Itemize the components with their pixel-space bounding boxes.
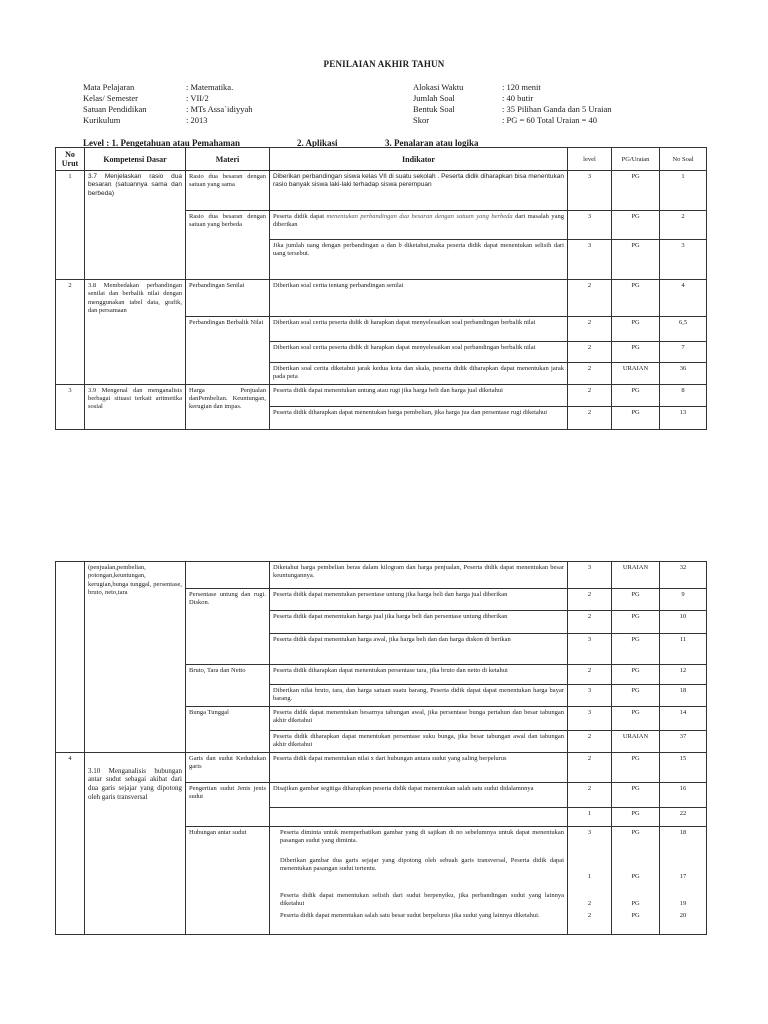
cell-nosoal: 9 [660, 589, 707, 611]
cell-nosoal: 22 [660, 807, 707, 826]
cell-level: 2 [568, 665, 612, 685]
header-nosoal: No Soal [660, 148, 707, 171]
cell-nosoal: 20 [660, 910, 707, 934]
indikator-text: dari masalah yang diberikan [273, 213, 564, 229]
cell-indikator [270, 211, 568, 240]
cell-no: 4 [56, 752, 85, 934]
cell-level: 1 [568, 855, 612, 883]
header-no: No Urut [56, 148, 85, 171]
header-kd: Kompetensi Dasar [85, 148, 186, 171]
info-value: : 120 menit [502, 82, 541, 92]
cell-materi: Bunga Tunggal [186, 706, 270, 730]
info-value: : MTs Assa`idiyyah [186, 104, 253, 114]
cell-materi-empty [186, 730, 270, 752]
cell-materi: Rasio dua besaran dengan satuan yang berbeda [186, 211, 270, 240]
cell-indikator: Diberikan soal cerita peserta didik di harapkan dapat menyelesaikan soal perbandingan berbalik nilai [270, 342, 568, 363]
cell-level: 2 [568, 342, 612, 363]
cell-indikator: Peserta didik dapat menentukan untung atau rugi jika harga beli dan harga jual diketahui [270, 384, 568, 406]
indikator-text: Peserta didik dapat [273, 213, 327, 220]
cell-pg: PG [612, 384, 660, 406]
cell-indikator: Diberikan perbandingan siswa kelas VII di suatu sekolah . Peserta didik diharapkan bisa menentukan rasio banyak siswa laki-laki terhadap siswa perempuan [270, 171, 568, 211]
cell-materi: Garis dan sudut Kedudukan garis [186, 752, 270, 782]
cell-indikator: Diberikan nilai bruto, tara, dan harga satuan suatu barang, Peserta didik dapat dapat menentukan harga bayar barang. [270, 685, 568, 707]
cell-pg: PG [612, 883, 660, 910]
cell-level: 2 [568, 406, 612, 429]
cell-level: 3 [568, 634, 612, 665]
cell-level: 3 [568, 211, 612, 240]
cell-level: 2 [568, 384, 612, 406]
cell-pg: PG [612, 826, 660, 855]
cell-pg: PG [612, 855, 660, 883]
info-right [413, 82, 612, 126]
info-value: : PG = 60 Total Uraian = 40 [502, 115, 598, 125]
cell-nosoal: 36 [660, 363, 707, 385]
cell-level: 2 [568, 317, 612, 342]
cell-nosoal: 12 [660, 665, 707, 685]
level-legend-1: Level : 1. Pengetahuan atau Pemahaman [83, 138, 240, 148]
cell-pg: PG [612, 634, 660, 665]
cell-nosoal: 2 [660, 211, 707, 240]
cell-no-empty [56, 562, 85, 589]
cell-indikator: Peserta didik dapat menentukan harga awal, jika harga beli dan dan harga diskon di berikan [270, 634, 568, 665]
cell-materi: Harga Penjualan danPembelian. Keuntungan, kerugian dan impas. [186, 384, 270, 429]
cell-indikator: Disajikan gambar segitiga diharapkan peserta didik dapat menentukan salah satu sudut didalamnnya [270, 782, 568, 807]
cell-pg: PG [612, 665, 660, 685]
cell-indikator: Peserta didik dapat menentukan selisih dari sudut berpenyiku, jika perbandingan sudut yang lainnya diketahui [270, 883, 568, 910]
cell-no: 1 [56, 171, 85, 280]
cell-indikator: Jika jumlah uang dengan perbandingan a dan b diketahui,maka peserta didik dapat menentukan selisih dari uang tersebut. [270, 240, 568, 280]
cell-pg: PG [612, 171, 660, 211]
info-value: : 40 butir [502, 93, 534, 103]
cell-nosoal: 14 [660, 706, 707, 730]
cell-kd: 3.10 Menganalisis hubungan antar sudut sebagai akibat dari dua garis sejajar yang dipotong oleh garis transversal [85, 752, 186, 934]
cell-indikator: Peserta didik diharapkan dapat menentukan persentase suku bunga, jika besar tabungan awal dan tabungan akhir diketahui [270, 730, 568, 752]
info-value: : 35 Pilihan Ganda dan 5 Uraian [502, 104, 612, 114]
info-label: Kurikulum [83, 115, 121, 125]
cell-nosoal: 11 [660, 634, 707, 665]
kisi-kisi-table-1 [55, 147, 707, 430]
cell-level: 2 [568, 589, 612, 611]
cell-materi: Bruto, Tara dan Netto [186, 665, 270, 707]
info-label: Jumlah Soal [413, 93, 455, 103]
cell-level: 2 [568, 730, 612, 752]
cell-nosoal: 4 [660, 280, 707, 317]
cell-nosoal: 10 [660, 611, 707, 634]
level-legend-2: 2. Aplikasi [297, 138, 338, 148]
info-value: : Matematika. [186, 82, 234, 92]
cell-nosoal: 37 [660, 730, 707, 752]
cell-indikator: Diberikan soal cerita diketahui jarak kedua kota dan skala, peserta didik diharapkan dapat menentukan jarak pada peta [270, 363, 568, 385]
cell-indikator: Peserta didik dapat menentukan salah satu besar sudut berpelurus jika sudut yang lainnya diketahui. [270, 910, 568, 934]
page-title: PENILAIAN AKHIR TAHUN [323, 59, 445, 69]
cell-pg: URAIAN [612, 730, 660, 752]
cell-pg: PG [612, 211, 660, 240]
cell-nosoal: 13 [660, 406, 707, 429]
cell-materi: Perbandingan Berbalik Nilai [186, 317, 270, 385]
cell-kd: (penjualan,pembelian, potongan,keuntungan, kerugian,bunga tunggal, persentase, bruto, neto,tara [85, 562, 186, 753]
cell-kd: 3.8 Membedakan perbandingan senilai dan berbalik nilai dengan menggunakan tabel data, grafik, dan persamaan [85, 280, 186, 385]
cell-pg: PG [612, 589, 660, 611]
cell-nosoal: 8 [660, 384, 707, 406]
cell-nosoal: 3 [660, 240, 707, 280]
cell-level: 2 [568, 611, 612, 634]
cell-pg: URAIAN [612, 562, 660, 589]
cell-level: 3 [568, 562, 612, 589]
cell-level: 2 [568, 752, 612, 782]
table-row [56, 171, 707, 211]
cell-indikator: Peserta didik diharapkan dapat menentukan persentase tara, jika bruto dan netto di ketahui [270, 665, 568, 685]
cell-nosoal: 18 [660, 826, 707, 855]
cell-pg: PG [612, 706, 660, 730]
cell-level: 2 [568, 782, 612, 807]
cell-nosoal: 1 [660, 171, 707, 211]
cell-level: 3 [568, 685, 612, 707]
cell-indikator: Peserta didik dapat menentukan nilai x dari hubungan antara sudut yang saling berpelurus [270, 752, 568, 782]
cell-nosoal: 15 [660, 752, 707, 782]
cell-pg: URAIAN [612, 363, 660, 385]
cell-indikator: Diberikan gambar dua garis sejajar yang dipotong oleh sebuah garis transversal, Peserta didik dapat menentukan pasangan sudut tertentu. [270, 855, 568, 883]
cell-level: 2 [568, 363, 612, 385]
kisi-kisi-table-2 [55, 561, 707, 935]
info-label: Bentuk Soal [413, 104, 455, 114]
cell-pg: PG [612, 685, 660, 707]
cell-materi: Perbandingan Senilai [186, 280, 270, 317]
cell-indikator: Diberikan soal cerita tentang perbandingan senilai [270, 280, 568, 317]
cell-level: 2 [568, 883, 612, 910]
table-row [56, 384, 707, 406]
table-header-row [56, 148, 707, 171]
cell-level: 3 [568, 826, 612, 855]
header-pg: PG/Uraian [612, 148, 660, 171]
cell-indikator: Diketahui harga pembelian beras dalam kilogram dan harga penjualan, Peserta didik dapat menentukan besar keuntungannya. [270, 562, 568, 589]
info-left [83, 82, 252, 126]
cell-level: 3 [568, 171, 612, 211]
cell-indikator: Peserta didik dapat menentukan besarnya tabungan awal, jika persentase bunga pertahun dan besar tabungan akhir diketahui [270, 706, 568, 730]
info-value: : VII/2 [186, 93, 209, 103]
cell-level: 2 [568, 280, 612, 317]
cell-level: 1 [568, 807, 612, 826]
cell-materi: Rasio dua besaran dengan satuan yang sama [186, 171, 270, 211]
cell-materi-empty [186, 240, 270, 280]
table-row [56, 280, 707, 317]
cell-level: 3 [568, 240, 612, 280]
cell-indikator: Peserta didik dapat menentukan harga jual jika harga beli dan persentase untung diberikan [270, 611, 568, 634]
cell-nosoal: 17 [660, 855, 707, 883]
header-level: level [568, 148, 612, 171]
cell-indikator: Peserta didik diharapkan dapat menentukan harga pembelian, jika harga jua dan persentase rugi diketahui [270, 406, 568, 429]
cell-pg: PG [612, 910, 660, 934]
info-label: Alokasi Waktu [413, 82, 464, 92]
cell-no-empty [56, 589, 85, 753]
cell-materi-empty [186, 562, 270, 589]
cell-pg: PG [612, 280, 660, 317]
cell-nosoal: 32 [660, 562, 707, 589]
cell-pg: PG [612, 782, 660, 807]
cell-kd: 3.9 Mengenal dan menganalisis berbagai situasi terkait aritmetika sosial [85, 384, 186, 429]
cell-indikator: Peserta diminta untuk memperhatikan gambar yang di sajikan di no sebelumnya untuk dapat menentukan pasangan sudut yang diminta. [270, 826, 568, 855]
cell-pg: PG [612, 317, 660, 342]
level-legend-3: 3. Penalaran atau logika [385, 138, 479, 148]
cell-pg: PG [612, 807, 660, 826]
cell-materi: Pengertian sudut Jenis jenis sudut [186, 782, 270, 826]
cell-no: 2 [56, 280, 85, 385]
cell-level: 3 [568, 706, 612, 730]
cell-nosoal: 18 [660, 685, 707, 707]
header-indikator: Indikator [270, 148, 568, 171]
header-materi: Materi [186, 148, 270, 171]
table-row [56, 562, 707, 589]
info-value: : 2013 [186, 115, 208, 125]
cell-nosoal: 7 [660, 342, 707, 363]
cell-pg: PG [612, 406, 660, 429]
cell-indikator-empty [270, 807, 568, 826]
cell-pg: PG [612, 240, 660, 280]
info-label: Kelas/ Semester [83, 93, 138, 103]
cell-kd: 3.7 Menjelaskan rasio dua besaran (satuannya sama dan berbeda) [85, 171, 186, 280]
cell-pg: PG [612, 611, 660, 634]
cell-nosoal: 6,5 [660, 317, 707, 342]
info-label: Skor [413, 115, 430, 125]
cell-materi: Hubungan antar sudut [186, 826, 270, 934]
cell-indikator: Peserta didik dapat menentukan persentase untung jika harga beli dan harga jual diberikan [270, 589, 568, 611]
cell-level: 2 [568, 910, 612, 934]
cell-pg: PG [612, 752, 660, 782]
cell-materi: Persentase untung dan rugi. Diskon. [186, 589, 270, 665]
cell-no: 3 [56, 384, 85, 429]
cell-nosoal: 16 [660, 782, 707, 807]
cell-indikator: Diberikan soal cerita peserta didik di harapkan dapat menyelesaikan soal perbandingan berbalik nilai [270, 317, 568, 342]
cell-nosoal: 19 [660, 883, 707, 910]
info-label: Mata Pelajaran [83, 82, 135, 92]
info-label: Satuan Pendidikan [83, 104, 147, 114]
table-row [56, 752, 707, 782]
cell-pg: PG [612, 342, 660, 363]
indikator-italic-text: menentukan perbandingan dua besaran dengan satuan yang berbeda [326, 213, 513, 220]
